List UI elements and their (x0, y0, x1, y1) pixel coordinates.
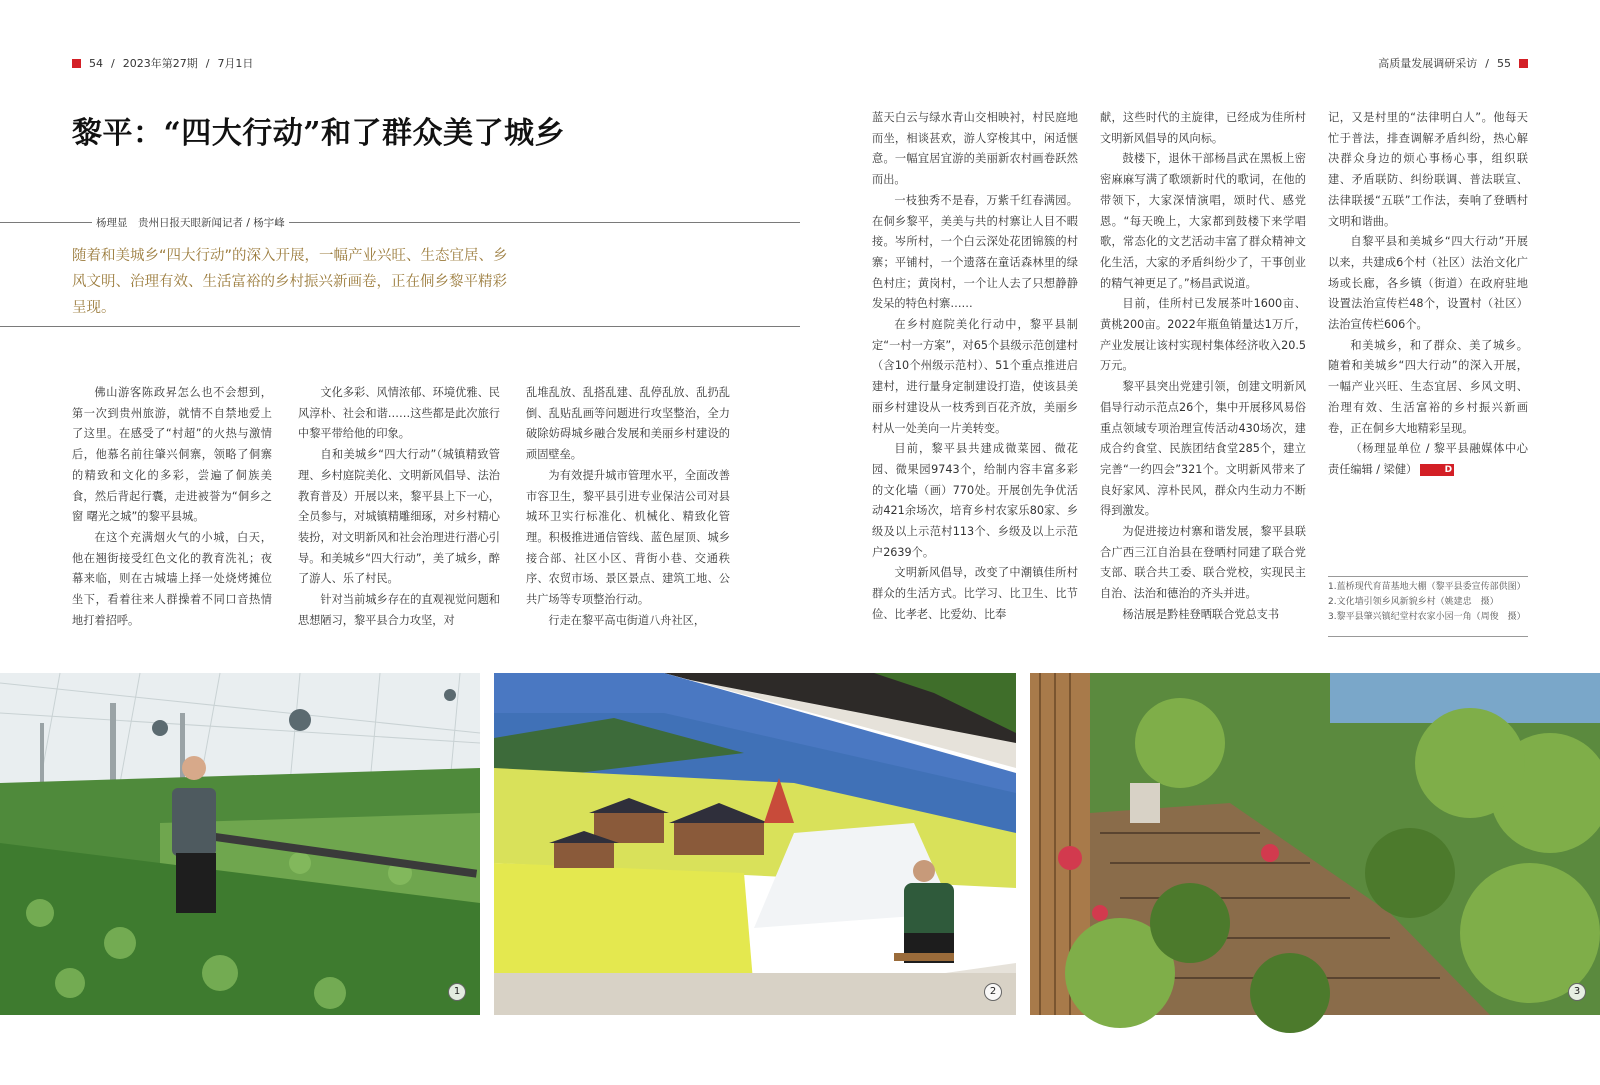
photo-number-1: 1 (448, 983, 466, 1001)
paragraph: 杨洁展是黔桂登晒联合党总支书 (1122, 607, 1280, 621)
paragraph: 乱堆乱放、乱搭乱建、乱停乱放、乱扔乱倒、乱贴乱画等问题进行攻坚整治，全力破除妨碍城乡融合发展和美丽乡村建设的顽固壁垒。 (526, 386, 730, 462)
body-column-4 (872, 108, 1078, 638)
issue-label: 2023年第27期 (122, 57, 198, 70)
paragraph: 和美城乡，和了群众、美了城乡。随着和美城乡“四大行动”的深入开展，一幅产业兴旺、生态宜居、乡风文明、治理有效、生活富裕的乡村振兴新画卷，正在侗乡大地精彩呈现。 (1328, 338, 1528, 435)
lead-paragraph: 随着和美城乡“四大行动”的深入开展，一幅产业兴旺、生态宜居、乡风文明、治理有效、生活富裕的乡村振兴新画卷，正在侗乡黎平精彩呈现。 (72, 248, 508, 316)
byline: 杨理显 贵州日报天眼新闻记者 / 杨宇峰 (92, 215, 289, 230)
paragraph: 针对当前城乡存在的直观视觉问题和思想陋习，黎平县合力攻坚，对 (298, 593, 500, 627)
author-credit: （杨理显单位 / 黎平县融媒体中心 责任编辑 / 梁健） (1328, 442, 1540, 476)
article-title: 黎平：“四大行动”和了群众美了城乡 (72, 116, 566, 151)
paragraph: 自黎平县和美城乡“四大行动”开展以来，共建成6个村（社区）法治文化广场或长廊，各乡镇（街道）在政府驻地设置法治宣传栏48个，设置村（社区）法治宣传栏606个。 (1328, 235, 1528, 332)
caption-1: 1.蓝桥现代育苗基地大棚（黎平县委宣传部供图） (1328, 582, 1526, 592)
body-column-5 (1100, 108, 1306, 638)
paragraph: 献，这些时代的主旋律，已经成为佳所村文明新风倡导的风向标。 (1100, 111, 1306, 145)
paragraph: 在乡村庭院美化行动中，黎平县制定“一村一方案”，对65个县级示范创建村（含10个州级示范村）、51个重点推进启建村，进行量身定制建设打造，使该县美丽乡村建设从一枝秀到百花齐放，美丽乡村从一处美向一片美转变。 (872, 318, 1078, 435)
caption-2: 2.文化墙引领乡风新貌乡村（姚建忠 摄） (1328, 597, 1499, 607)
photo-captions (1328, 580, 1526, 625)
paragraph: 记，又是村里的“法律明白人”。他每天忙于普法，排查调解矛盾纠纷，热心解决群众身边的烦心事杨心事，组织联建、矛盾联防、纠纷联调、普法联宣、法律联援“五联”工作法，奏响了登晒村文明和谐曲。 (1328, 111, 1528, 228)
folio-marker-right (1519, 59, 1528, 68)
photo-number-3: 3 (1568, 983, 1586, 1001)
right-folio: 高质量发展调研采访 / 55 (1378, 55, 1528, 71)
issue-date: 7月1日 (217, 57, 254, 70)
paragraph: 文明新风倡导，改变了中潮镇佳所村群众的生活方式。比学习、比卫生、比节俭、比孝老、比爱幼、比奉 (872, 566, 1078, 621)
lead-rule (0, 326, 800, 327)
paragraph: 鼓楼下，退休干部杨昌武在黑板上密密麻麻写满了歌颂新时代的歌词，在他的带领下，大家深情演唱，颂时代、感党恩。“每天晚上，大家都到鼓楼下来学唱歌，常态化的文艺活动丰富了群众精神文化生活，大家的矛盾纠纷少了，干事创业的精气神更足了。”杨昌武说道。 (1100, 152, 1306, 290)
paragraph (1328, 439, 1540, 480)
paragraph: 目前，佳所村已发展茶叶1600亩、黄桃200亩。2022年瓶鱼销量达1万斤，产业发展让该村实现村集体经济收入20.5万元。 (1100, 297, 1306, 373)
paragraph: 文化多彩、风情浓郁、环境优雅、民风淳朴、社会和谐……这些都是此次旅行中黎平带给他的印象。 (298, 386, 500, 441)
caption-rule-bottom (1328, 636, 1528, 637)
photo-mural (494, 673, 1016, 1015)
paragraph: 一枝独秀不是春，万紫千红春满园。在侗乡黎平，美美与共的村寨让人目不暇接。岑所村，一个白云深处花团锦簇的村寨；平铺村，一个遗落在童话森林里的绿色村庄；黄岗村，一个让人去了只想静静发呆的特色村寨…… (872, 193, 1078, 311)
paragraph: 蓝天白云与绿水青山交相映衬，村民庭地而坐，相谈甚欢，游人穿梭其中，闲适惬意。一幅宜居宜游的美丽新农村画卷跃然而出。 (872, 111, 1078, 187)
caption-3: 3.黎平县肇兴镇纪堂村农家小园一角（周俊 摄） (1328, 612, 1526, 622)
caption-rule-top (1328, 576, 1528, 577)
folio-marker-left (72, 59, 81, 68)
end-mark: D (1420, 464, 1454, 476)
paragraph: 佛山游客陈政昇怎么也不会想到，第一次到贵州旅游，就情不自禁地爱上了这里。在感受了“村超”的火热与激情后，他慕名前往肇兴侗寨，领略了侗寨的精致和文化的多彩，尝遍了侗族美食，然后背起行囊，走进被誉为“侗乡之窗 曙光之城”的黎平县城。 (72, 386, 272, 524)
paragraph: 为促进接边村寨和谐发展，黎平县联合广西三江自治县在登晒村同建了联合党支部、联合共工委、联合党校，实现民主自治、法治和德治的齐头并进。 (1100, 525, 1306, 601)
paragraph: 行走在黎平高屯街道八舟社区， (548, 613, 706, 627)
left-folio: 54 / 2023年第27期 / 7月1日 (72, 55, 253, 71)
photo-number-2: 2 (984, 983, 1002, 1001)
page-number-right: 55 (1497, 56, 1511, 70)
paragraph: 为有效提升城市管理水平，全面改善市容卫生，黎平县引进专业保洁公司对县城环卫实行标准化、机械化、精致化管理。积极推进通信管线、蓝色屋顶、城乡接合部、社区小区、背街小巷、交通秩序、农贸市场、景区景点、建筑工地、公共广场等专项整治行动。 (526, 468, 730, 607)
page-number-left: 54 (89, 56, 103, 70)
body-column-2 (298, 383, 500, 640)
body-column-6 (1328, 108, 1540, 480)
paragraph: 目前，黎平县共建成微菜园、微花园、微果园9743个，给制内容丰富多彩的文化墙（画）770处。开展创先争优活动421余场次，培育乡村农家乐80家、乡级及以上示范村113个、乡级及以上示范户2639个。 (872, 442, 1078, 559)
body-column-3 (526, 383, 730, 640)
body-column-1 (72, 383, 272, 640)
section-label: 高质量发展调研采访 (1378, 57, 1478, 70)
photo-greenhouse (0, 673, 480, 1015)
paragraph: 自和美城乡“四大行动”（城镇精致管理、乡村庭院美化、文明新风倡导、法治教育普及）开展以来，黎平县上下一心，全员参与，对城镇精雕细琢，对乡村精心装扮，对文明新风和社会治理进行潜心引导。和美城乡“四大行动”，美了城乡，醉了游人、乐了村民。 (298, 448, 500, 586)
paragraph: 在这个充满烟火气的小城，白天，他在翘街接受红色文化的教育洗礼；夜幕来临，则在古城墙上择一处烧烤摊位坐下，看着往来人群操着不同口音热情地打着招呼。 (72, 530, 272, 627)
photo-garden (1030, 673, 1600, 1015)
paragraph: 黎平县突出党建引领，创建文明新风倡导行动示范点26个，集中开展移风易俗重点领域专项治理宣传活动430场次，建成合约食堂、民族团结食堂285个，建立完善“一约四会”321个。文明新风带来了良好家风、淳朴民风，群众内生动力不断得到激发。 (1100, 380, 1306, 518)
